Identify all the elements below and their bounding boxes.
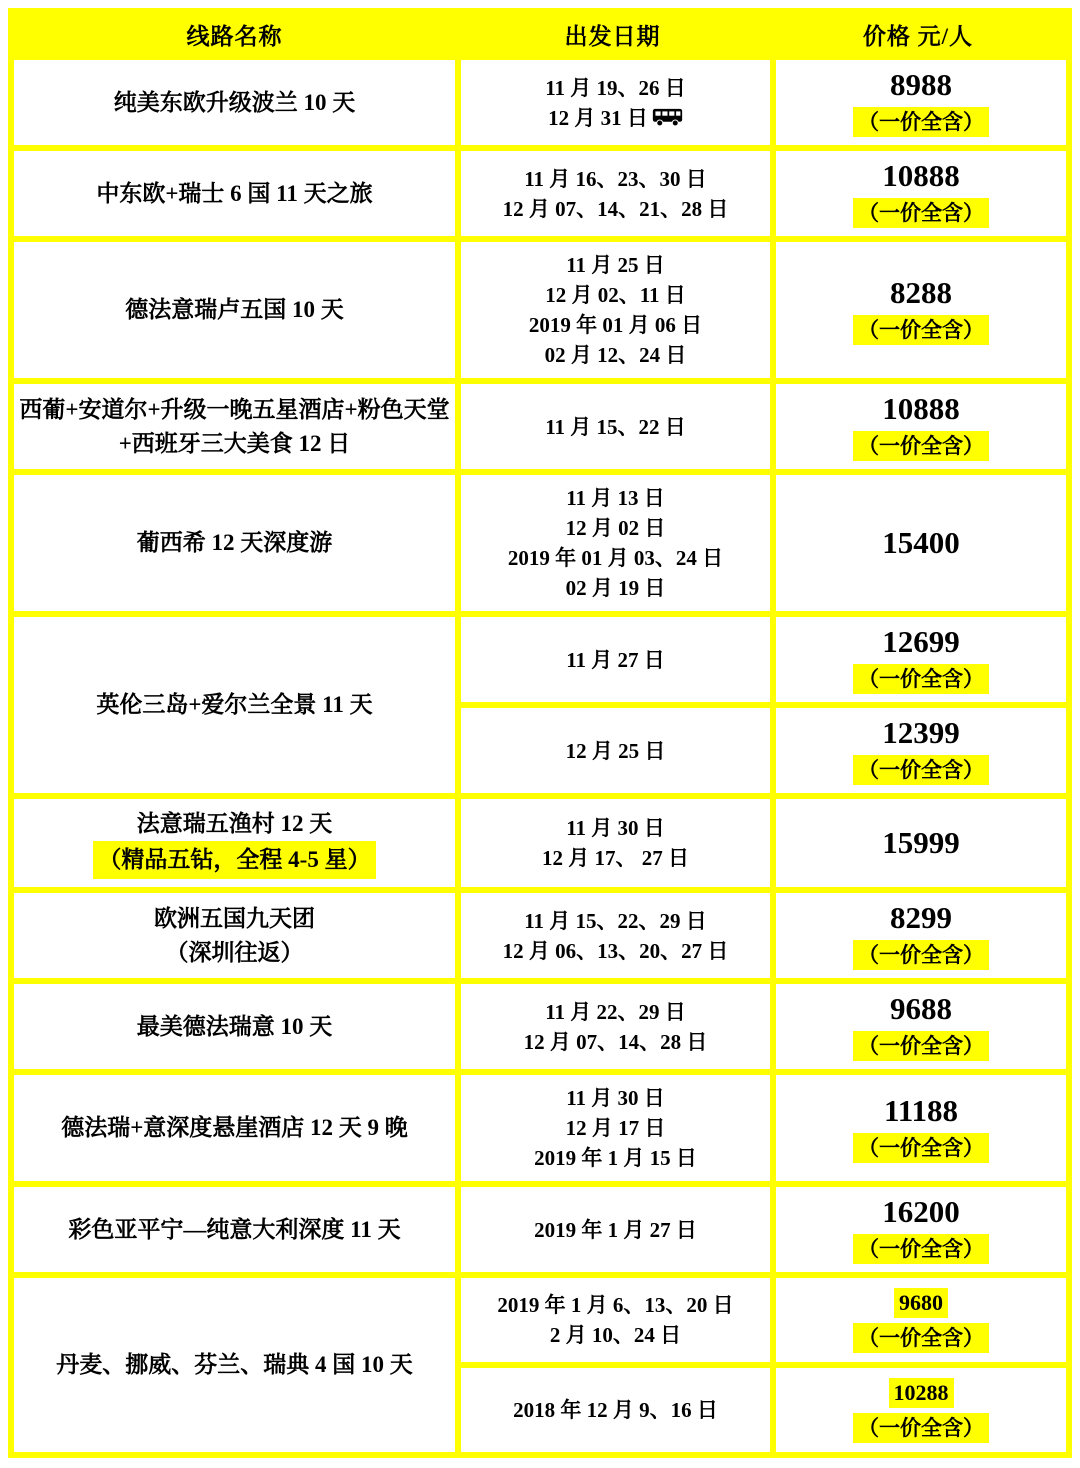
all-inclusive-badge: （一价全含） xyxy=(853,198,989,228)
table-row xyxy=(14,475,1066,611)
table-sub-row xyxy=(461,1278,1066,1362)
table-row xyxy=(14,151,1066,236)
departure-date-line xyxy=(566,250,665,280)
departure-date-text: 12 月 02、11 日 xyxy=(545,283,686,307)
route-name-cell xyxy=(14,799,455,887)
table-sub-row xyxy=(461,1075,1066,1181)
price-value: 15400 xyxy=(882,525,960,560)
route-name-line: 中东欧+瑞士 6 国 11 天之旅 xyxy=(96,180,373,206)
departure-date-cell xyxy=(461,60,770,145)
row-sub-column xyxy=(461,384,1066,469)
departure-date-text: 11 月 27 日 xyxy=(566,647,665,672)
all-inclusive-badge: （一价全含） xyxy=(853,1234,989,1264)
route-name-cell xyxy=(14,384,455,469)
departure-date-line xyxy=(513,1395,718,1425)
departure-date-line xyxy=(548,103,683,133)
table-row xyxy=(14,799,1066,887)
table-sub-row xyxy=(461,242,1066,378)
table-row xyxy=(14,60,1066,145)
route-name-line: 德法瑞+意深度悬崖酒店 12 天 9 晚 xyxy=(61,1115,408,1140)
all-inclusive-badge: （一价全含） xyxy=(853,107,989,137)
departure-date-text: 12 月 07、14、21、28 日 xyxy=(502,196,729,221)
route-name-line: （精品五钻，全程 4-5 星） xyxy=(93,841,375,879)
departure-date-cell xyxy=(461,617,770,702)
route-name-line: 西葡+安道尔+升级一晚五星酒店+粉色天堂 xyxy=(19,396,450,422)
table-sub-row xyxy=(461,708,1066,793)
route-name-line: 最美德法瑞意 10 天 xyxy=(136,1013,333,1039)
departure-date-line xyxy=(566,573,666,603)
departure-date-line xyxy=(545,280,686,310)
departure-date-text: 2 月 10、24 日 xyxy=(549,1323,682,1347)
departure-date-line xyxy=(529,310,702,340)
departure-date-line xyxy=(503,936,729,966)
departure-date-cell xyxy=(461,151,770,236)
table-sub-row xyxy=(461,1187,1066,1272)
table-row xyxy=(14,1278,1066,1452)
departure-date-text: 02 月 19 日 xyxy=(565,576,666,600)
row-sub-column xyxy=(461,799,1066,887)
all-inclusive-badge: （一价全含） xyxy=(853,664,989,694)
departure-date-text: 2019 年 01 月 03、24 日 xyxy=(507,546,724,570)
row-sub-column xyxy=(461,893,1066,978)
departure-date-text: 12 月 17 日 xyxy=(565,1116,666,1140)
table-sub-row xyxy=(461,893,1066,978)
departure-date-text: 12 月 02 日 xyxy=(565,516,666,540)
header-price: 价格 元/人 xyxy=(862,23,974,49)
price-cell xyxy=(776,893,1066,978)
table-row xyxy=(14,617,1066,793)
price-cell xyxy=(776,708,1066,793)
price-value: 11188 xyxy=(883,1092,959,1128)
departure-date-text: 11 月 22、29 日 xyxy=(545,999,686,1024)
departure-date-line xyxy=(524,164,707,194)
price-cell xyxy=(776,1278,1066,1362)
route-name-cell xyxy=(14,617,455,793)
table-sub-row xyxy=(461,384,1066,469)
price-cell xyxy=(776,60,1066,145)
price-value: 8288 xyxy=(890,274,952,310)
all-inclusive-badge: （一价全含） xyxy=(853,315,989,345)
route-name-line: 葡西希 12 天深度游 xyxy=(136,530,333,555)
route-name-line: 丹麦、挪威、芬兰、瑞典 4 国 10 天 xyxy=(56,1352,413,1377)
departure-date-cell xyxy=(461,799,770,887)
departure-date-line xyxy=(566,645,665,675)
table-sub-row xyxy=(461,475,1066,611)
departure-date-line xyxy=(545,340,687,370)
departure-date-text: 12 月 07、14、28 日 xyxy=(523,1029,708,1054)
price-cell xyxy=(776,151,1066,236)
all-inclusive-badge: （一价全含） xyxy=(853,940,989,970)
bus-icon xyxy=(652,107,683,127)
price-value: 15999 xyxy=(882,825,960,860)
departure-date-cell xyxy=(461,1368,770,1452)
departure-date-cell xyxy=(461,893,770,978)
departure-date-cell xyxy=(461,1075,770,1181)
price-cell xyxy=(776,984,1066,1069)
header-departure-date: 出发日期 xyxy=(564,23,661,49)
departure-date-text: 11 月 25 日 xyxy=(566,253,665,277)
route-name-line: +西班牙三大美食 12 日 xyxy=(118,430,351,456)
price-cell xyxy=(776,1368,1066,1452)
departure-date-text: 2019 年 1 月 6、13、20 日 xyxy=(497,1293,734,1317)
all-inclusive-badge: （一价全含） xyxy=(853,431,989,461)
table-row xyxy=(14,1075,1066,1181)
route-name-line: 彩色亚平宁—纯意大利深度 11 天 xyxy=(68,1216,401,1242)
departure-date-line xyxy=(524,906,707,936)
departure-date-line xyxy=(534,1143,697,1173)
departure-date-text: 12 月 17、 27 日 xyxy=(542,846,689,870)
price-value: 9680 xyxy=(894,1288,948,1318)
departure-date-cell xyxy=(461,1278,770,1362)
row-sub-column xyxy=(461,242,1066,378)
price-cell xyxy=(776,1075,1066,1181)
departure-date-cell xyxy=(461,984,770,1069)
route-name-cell xyxy=(14,1075,455,1181)
departure-date-line xyxy=(550,1320,681,1350)
row-sub-column xyxy=(461,151,1066,236)
departure-date-line xyxy=(503,194,729,224)
table-sub-row xyxy=(461,60,1066,145)
row-sub-column xyxy=(461,617,1066,793)
price-cell xyxy=(776,475,1066,611)
table-sub-row xyxy=(461,1368,1066,1452)
departure-date-text: 11 月 30 日 xyxy=(566,816,665,840)
price-cell xyxy=(776,799,1066,887)
table-row xyxy=(14,984,1066,1069)
row-sub-column xyxy=(461,1278,1066,1452)
departure-date-cell xyxy=(461,708,770,793)
route-name-line: 欧洲五国九天团 xyxy=(154,905,315,931)
header-route-name: 线路名称 xyxy=(186,23,283,49)
price-value: 12399 xyxy=(882,715,960,750)
table-row xyxy=(14,242,1066,378)
departure-date-line xyxy=(566,736,666,766)
route-name-cell xyxy=(14,242,455,378)
departure-date-cell xyxy=(461,242,770,378)
departure-date-text: 02 月 12、24 日 xyxy=(544,343,687,367)
table-header-row xyxy=(14,14,1066,54)
table-sub-row xyxy=(461,799,1066,887)
all-inclusive-badge: （一价全含） xyxy=(853,755,989,785)
departure-date-line xyxy=(566,483,665,513)
departure-date-text: 2018 年 12 月 9、16 日 xyxy=(513,1398,718,1422)
route-name-line: 德法意瑞卢五国 10 天 xyxy=(125,297,344,322)
price-value: 12699 xyxy=(882,624,960,659)
price-cell xyxy=(776,617,1066,702)
departure-date-line xyxy=(566,513,666,543)
departure-date-line xyxy=(545,73,686,103)
route-name-cell xyxy=(14,151,455,236)
route-name-line: （深圳往返） xyxy=(165,939,304,965)
departure-date-text: 2019 年 1 月 15 日 xyxy=(534,1146,697,1170)
price-cell xyxy=(776,242,1066,378)
departure-date-text: 12 月 06、13、20、27 日 xyxy=(502,938,729,963)
departure-date-line xyxy=(545,997,686,1027)
row-sub-column xyxy=(461,1075,1066,1181)
departure-date-cell xyxy=(461,384,770,469)
route-name-cell xyxy=(14,984,455,1069)
price-cell xyxy=(776,384,1066,469)
row-sub-column xyxy=(461,984,1066,1069)
all-inclusive-badge: （一价全含） xyxy=(853,1133,989,1163)
route-name-cell xyxy=(14,1278,455,1452)
all-inclusive-badge: （一价全含） xyxy=(853,1413,989,1443)
departure-date-text: 12 月 25 日 xyxy=(565,738,666,763)
departure-date-text: 11 月 13 日 xyxy=(566,486,665,510)
row-sub-column xyxy=(461,475,1066,611)
row-sub-column xyxy=(461,60,1066,145)
price-value: 9688 xyxy=(890,991,952,1026)
route-name-cell xyxy=(14,475,455,611)
departure-date-line xyxy=(542,843,689,873)
all-inclusive-badge: （一价全含） xyxy=(853,1323,989,1353)
departure-date-line xyxy=(566,1113,666,1143)
departure-date-line xyxy=(508,543,723,573)
price-value: 10888 xyxy=(882,158,960,193)
departure-date-text: 11 月 15、22 日 xyxy=(545,414,686,439)
table-sub-row xyxy=(461,151,1066,236)
departure-date-text: 11 月 16、23、30 日 xyxy=(524,166,707,191)
route-name-line: 纯美东欧升级波兰 10 天 xyxy=(113,89,356,115)
table-sub-row xyxy=(461,617,1066,702)
departure-date-line xyxy=(524,1027,708,1057)
row-sub-column xyxy=(461,1187,1066,1272)
departure-date-line xyxy=(534,1215,697,1245)
price-value: 8299 xyxy=(890,900,952,935)
table-row xyxy=(14,893,1066,978)
route-name-line: 法意瑞五渔村 12 天 xyxy=(136,811,333,836)
route-name-cell xyxy=(14,60,455,145)
price-value: 16200 xyxy=(882,1194,960,1229)
table-sub-row xyxy=(461,984,1066,1069)
departure-date-line xyxy=(545,412,686,442)
departure-date-text: 12 月 31 日 xyxy=(548,105,648,130)
route-name-line: 英伦三岛+爱尔兰全景 11 天 xyxy=(96,692,373,717)
tour-price-table xyxy=(8,8,1072,1458)
departure-date-line xyxy=(497,1290,733,1320)
departure-date-cell xyxy=(461,1187,770,1272)
table-body xyxy=(14,60,1066,1452)
table-row xyxy=(14,1187,1066,1272)
departure-date-line xyxy=(566,813,665,843)
departure-date-text: 11 月 30 日 xyxy=(566,1086,665,1110)
departure-date-text: 2019 年 1 月 27 日 xyxy=(534,1217,697,1242)
price-cell xyxy=(776,1187,1066,1272)
price-value: 10888 xyxy=(882,391,960,426)
departure-date-text: 2019 年 01 月 06 日 xyxy=(528,313,703,337)
table-row xyxy=(14,384,1066,469)
price-value: 8988 xyxy=(890,67,952,102)
route-name-cell xyxy=(14,1187,455,1272)
departure-date-line xyxy=(566,1083,665,1113)
all-inclusive-badge: （一价全含） xyxy=(853,1031,989,1061)
departure-date-text: 11 月 19、26 日 xyxy=(545,75,686,100)
price-value: 10288 xyxy=(889,1378,954,1408)
departure-date-text: 11 月 15、22、29 日 xyxy=(524,908,707,933)
departure-date-cell xyxy=(461,475,770,611)
route-name-cell xyxy=(14,893,455,978)
